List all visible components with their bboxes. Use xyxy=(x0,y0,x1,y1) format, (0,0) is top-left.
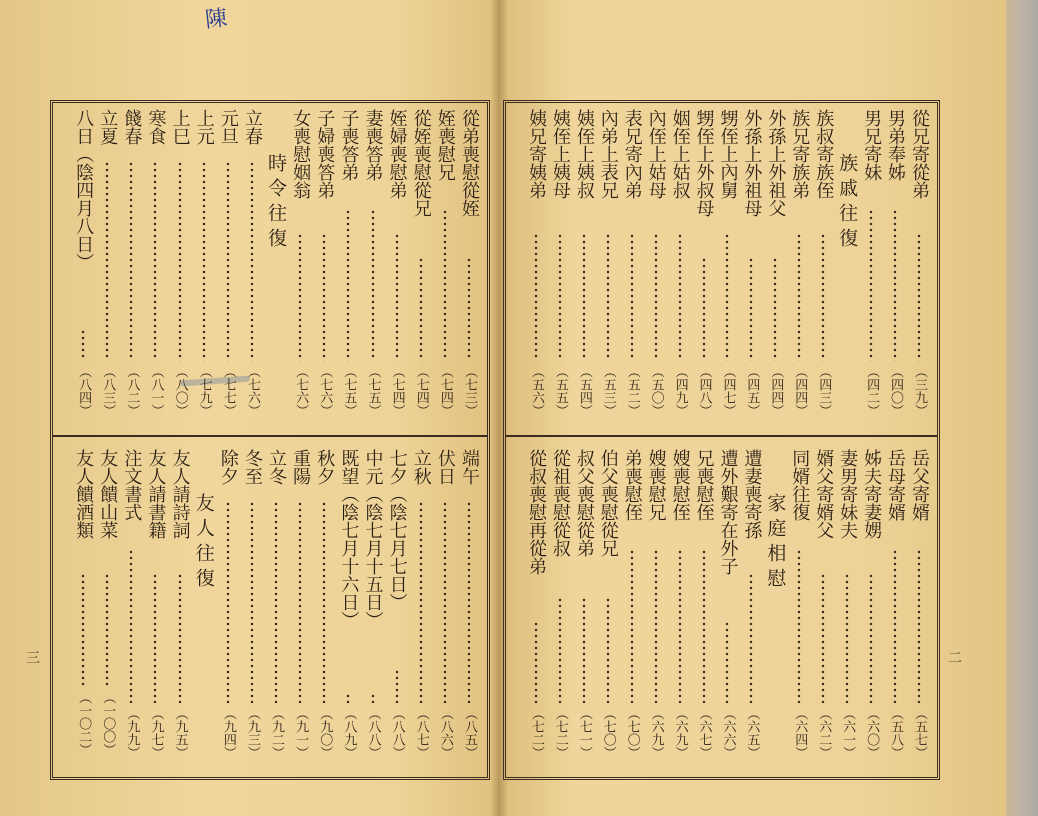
toc-page-number: （七六） xyxy=(293,365,309,417)
leader-dots xyxy=(725,621,729,703)
toc-page-number: （六一） xyxy=(840,707,856,759)
toc-page-number: （六九） xyxy=(672,707,688,759)
leader-dots xyxy=(178,573,182,703)
toc-entry-title: 姨兄寄姨弟 xyxy=(525,109,547,199)
toc-page-number: （七四） xyxy=(437,365,453,417)
left-page xyxy=(0,0,498,816)
ink-stamp: 陳 xyxy=(203,5,229,34)
toc-page-number: （七〇） xyxy=(624,707,640,759)
toc-page-number: （七九） xyxy=(196,365,212,417)
toc-page-number: （九四） xyxy=(220,707,236,759)
section-heading: 族戚往復 xyxy=(836,153,859,253)
toc-page-number: （五四） xyxy=(576,365,592,417)
toc-page-number: （七五） xyxy=(341,365,357,417)
toc-page-number: （三九） xyxy=(912,365,927,417)
toc-page-number: （七四） xyxy=(413,365,429,417)
toc-page-number: （九一） xyxy=(293,707,309,759)
leader-dots xyxy=(678,549,682,703)
toc-entry-title: 姪婦喪慰弟 xyxy=(386,109,408,199)
leader-dots xyxy=(702,257,706,361)
leader-dots xyxy=(534,621,538,703)
toc-entry-title: 冬至 xyxy=(241,449,263,485)
toc-page-number: （九三） xyxy=(244,707,260,759)
toc-page-number: （八八） xyxy=(389,707,405,759)
leader-dots xyxy=(869,209,873,361)
toc-page-number: （八七） xyxy=(413,707,429,759)
toc-entry-title: 表兄寄內弟 xyxy=(621,109,643,199)
toc-entry-title: 子喪答弟 xyxy=(338,109,360,181)
toc-entry-title: 姻侄上姑叔 xyxy=(669,109,691,199)
toc-page-number: （五六） xyxy=(528,365,544,417)
toc-entry-title: 友人請書籍 xyxy=(145,449,167,539)
leader-dots xyxy=(395,669,399,703)
toc-entry-title: 立春 xyxy=(241,109,263,145)
toc-entry-title: 寒食 xyxy=(145,109,167,145)
leader-dots xyxy=(893,209,897,361)
leader-dots xyxy=(678,233,682,361)
leader-dots xyxy=(129,549,133,703)
toc-entry-title: 姊夫寄妻娚 xyxy=(861,449,883,539)
toc-page-number: （七五） xyxy=(365,365,381,417)
left-folio: 三 xyxy=(24,650,40,664)
toc-page-number: （八五） xyxy=(462,707,477,759)
toc-page-number: （九九） xyxy=(124,707,140,759)
toc-page-number: （四四） xyxy=(768,365,784,417)
toc-entry-title: 姪喪慰兄 xyxy=(434,109,456,181)
toc-page-number: （七三） xyxy=(462,365,477,417)
leader-dots xyxy=(869,573,873,703)
toc-entry-title: 內侄上姑母 xyxy=(645,109,667,199)
leader-dots xyxy=(298,233,302,361)
toc-page-number: （一〇〇） xyxy=(100,691,116,756)
toc-entry-title: 除夕 xyxy=(217,449,239,485)
toc-entry-title: 從弟喪慰從姪 xyxy=(459,109,480,217)
toc-page-number: （四四） xyxy=(792,365,808,417)
leader-dots xyxy=(606,597,610,703)
right-folio: 二 xyxy=(946,650,962,664)
toc-page-number: （六七） xyxy=(696,707,712,759)
toc-entry-title: 甥侄上內舅 xyxy=(717,109,739,199)
leader-dots xyxy=(606,233,610,361)
toc-entry-title: 岳母寄婿 xyxy=(885,449,907,521)
toc-page-number: （八一） xyxy=(148,365,164,417)
toc-entry-title: 外孫上外祖母 xyxy=(741,109,763,217)
leader-dots xyxy=(202,161,206,361)
leader-dots xyxy=(534,233,538,361)
toc-page-number: （八三） xyxy=(100,365,116,417)
toc-entry-title: 妻喪答弟 xyxy=(362,109,384,181)
leader-dots xyxy=(654,233,658,361)
leader-dots xyxy=(582,597,586,703)
leader-dots xyxy=(298,501,302,703)
toc-page-number: （六九） xyxy=(648,707,664,759)
toc-entry-title: 嫂喪慰侄 xyxy=(669,449,691,521)
toc-entry-title: 立秋 xyxy=(410,449,432,485)
leader-dots xyxy=(917,233,921,361)
toc-page-number: （七二） xyxy=(552,707,568,759)
toc-entry-title: 族叔寄族侄 xyxy=(813,109,835,199)
leader-dots xyxy=(467,501,471,703)
leader-dots xyxy=(893,549,897,703)
leader-dots xyxy=(371,209,375,361)
toc-page-number: （四八） xyxy=(696,365,712,417)
toc-page-number: （五二） xyxy=(624,365,640,417)
leader-dots xyxy=(250,161,254,361)
toc-entry-title: 外孫上外祖父 xyxy=(765,109,787,217)
toc-entry-title: 兄喪慰侄 xyxy=(693,449,715,521)
leader-dots xyxy=(274,501,278,703)
leader-dots xyxy=(467,257,471,361)
toc-page-number: （四〇） xyxy=(888,365,904,417)
toc-page-number: （五〇） xyxy=(648,365,664,417)
right-divider xyxy=(506,435,937,437)
section-heading: 友人往復 xyxy=(192,493,215,593)
toc-page-number: （五五） xyxy=(552,365,568,417)
leader-dots xyxy=(346,209,350,361)
leader-dots xyxy=(630,233,634,361)
toc-entry-title: 秋夕 xyxy=(314,449,336,485)
leader-dots xyxy=(371,693,375,703)
toc-entry-title: 嫂喪慰兄 xyxy=(645,449,667,521)
toc-page-number: （九二） xyxy=(269,707,285,759)
leader-dots xyxy=(105,161,109,361)
toc-entry-title: 注文書式 xyxy=(121,449,143,521)
page-edge xyxy=(1006,0,1038,816)
toc-page-number: （六四） xyxy=(792,707,808,759)
section-heading: 家庭相慰 xyxy=(764,493,787,593)
leader-dots xyxy=(419,501,423,703)
toc-entry-title: 七夕（陰七月七日） xyxy=(386,449,408,611)
leader-dots xyxy=(81,329,85,361)
leader-dots xyxy=(129,161,133,361)
toc-entry-title: 餞春 xyxy=(121,109,143,145)
toc-entry-title: 內弟上表兄 xyxy=(597,109,619,199)
toc-page-number: （八八） xyxy=(365,707,381,759)
toc-page-number: （七六） xyxy=(317,365,333,417)
section-heading: 時令往復 xyxy=(265,153,288,253)
leader-dots xyxy=(322,233,326,361)
leader-dots xyxy=(654,549,658,703)
toc-entry-title: 甥侄上外叔母 xyxy=(693,109,715,217)
leader-dots xyxy=(702,549,706,703)
toc-entry-title: 八日（陰四月八日） xyxy=(73,109,95,271)
toc-page-number: （六二） xyxy=(816,707,832,759)
toc-entry-title: 從姪喪慰從兄 xyxy=(410,109,432,217)
toc-page-number: （六六） xyxy=(720,707,736,759)
toc-page-number: （一〇二） xyxy=(76,691,92,756)
leader-dots xyxy=(917,549,921,703)
toc-entry-title: 弟喪慰侄 xyxy=(621,449,643,521)
toc-entry-title: 岳父寄婿 xyxy=(909,449,930,521)
toc-page-number: （四二） xyxy=(864,365,880,417)
toc-entry-title: 男兄寄妹 xyxy=(861,109,883,181)
toc-entry-title: 友人饋山菜 xyxy=(97,449,119,539)
toc-page-number: （七二） xyxy=(528,707,544,759)
toc-entry-title: 同婿往復 xyxy=(789,449,811,521)
leader-dots xyxy=(558,597,562,703)
toc-entry-title: 從祖喪慰從叔 xyxy=(549,449,571,557)
toc-entry-title: 上元 xyxy=(193,109,215,145)
leader-dots xyxy=(153,573,157,703)
leader-dots xyxy=(81,573,85,687)
leader-dots xyxy=(773,257,777,361)
leader-dots xyxy=(226,161,230,361)
toc-page-number: （六五） xyxy=(744,707,760,759)
toc-entry-title: 重陽 xyxy=(290,449,312,485)
toc-page-number: （七一） xyxy=(576,707,592,759)
toc-page-number: （六〇） xyxy=(864,707,880,759)
leader-dots xyxy=(419,257,423,361)
leader-dots xyxy=(725,233,729,361)
toc-page-number: （五八） xyxy=(888,707,904,759)
leader-dots xyxy=(346,693,350,703)
leader-dots xyxy=(582,233,586,361)
toc-page-number: （七〇） xyxy=(600,707,616,759)
leader-dots xyxy=(630,549,634,703)
toc-entry-title: 男弟奉姊 xyxy=(885,109,907,181)
toc-entry-title: 伯父喪慰從兄 xyxy=(597,449,619,557)
toc-page-number: （九七） xyxy=(148,707,164,759)
leader-dots xyxy=(797,549,801,703)
toc-entry-title: 上巳 xyxy=(169,109,191,145)
toc-entry-title: 遭外艱寄在外子 xyxy=(717,449,739,575)
toc-entry-title: 友人請詩詞 xyxy=(169,449,191,539)
right-toc-frame xyxy=(503,100,940,780)
toc-page-number: （七六） xyxy=(244,365,260,417)
toc-entry-title: 姨侄上姨母 xyxy=(549,109,571,199)
leader-dots xyxy=(558,233,562,361)
toc-entry-title: 遭妻喪寄孫 xyxy=(741,449,763,539)
right-page xyxy=(498,0,1010,816)
toc-page-number: （八〇） xyxy=(172,365,188,417)
leader-dots xyxy=(821,573,825,703)
leader-dots xyxy=(749,573,753,703)
toc-entry-title: 姨侄上姨叔 xyxy=(573,109,595,199)
leader-dots xyxy=(443,209,447,361)
leader-dots xyxy=(443,501,447,703)
toc-entry-title: 中元（陰七月十五日） xyxy=(362,449,384,629)
toc-entry-title: 友人饋酒類 xyxy=(73,449,95,539)
toc-page-number: （四九） xyxy=(672,365,688,417)
leader-dots xyxy=(821,233,825,361)
toc-page-number: （九〇） xyxy=(317,707,333,759)
toc-page-number: （八九） xyxy=(341,707,357,759)
toc-page-number: （八六） xyxy=(437,707,453,759)
toc-entry-title: 叔父喪慰從弟 xyxy=(573,449,595,557)
toc-entry-title: 立夏 xyxy=(97,109,119,145)
leader-dots xyxy=(845,573,849,703)
toc-page-number: （四七） xyxy=(720,365,736,417)
toc-entry-title: 從兄寄從弟 xyxy=(909,109,930,199)
leader-dots xyxy=(226,501,230,703)
toc-page-number: （七七） xyxy=(220,365,236,417)
leader-dots xyxy=(178,161,182,361)
toc-page-number: （九五） xyxy=(172,707,188,759)
toc-entry-title: 子婦喪答弟 xyxy=(314,109,336,199)
toc-entry-title: 伏日 xyxy=(434,449,456,485)
leader-dots xyxy=(250,501,254,703)
left-divider xyxy=(53,435,487,437)
toc-entry-title: 婿父寄婿父 xyxy=(813,449,835,539)
toc-entry-title: 女喪慰姻翁 xyxy=(290,109,312,199)
toc-entry-title: 從叔喪慰再從弟 xyxy=(525,449,547,575)
left-toc-frame xyxy=(50,100,490,780)
toc-page-number: （八四） xyxy=(76,365,92,417)
leader-dots xyxy=(105,573,109,687)
toc-page-number: （四三） xyxy=(816,365,832,417)
leader-dots xyxy=(749,257,753,361)
toc-entry-title: 族兄寄族弟 xyxy=(789,109,811,199)
toc-page-number: （八二） xyxy=(124,365,140,417)
toc-page-number: （七四） xyxy=(389,365,405,417)
toc-entry-title: 端午 xyxy=(459,449,480,485)
toc-page-number: （五七） xyxy=(912,707,927,759)
leader-dots xyxy=(153,161,157,361)
leader-dots xyxy=(797,233,801,361)
toc-entry-title: 既望（陰七月十六日） xyxy=(338,449,360,629)
toc-page-number: （四五） xyxy=(744,365,760,417)
toc-entry-title: 立冬 xyxy=(266,449,288,485)
book-gutter xyxy=(490,0,508,816)
toc-entry-title: 妻男寄妹夫 xyxy=(837,449,859,539)
leader-dots xyxy=(395,233,399,361)
toc-page-number: （五三） xyxy=(600,365,616,417)
leader-dots xyxy=(322,501,326,703)
toc-entry-title: 元旦 xyxy=(217,109,239,145)
